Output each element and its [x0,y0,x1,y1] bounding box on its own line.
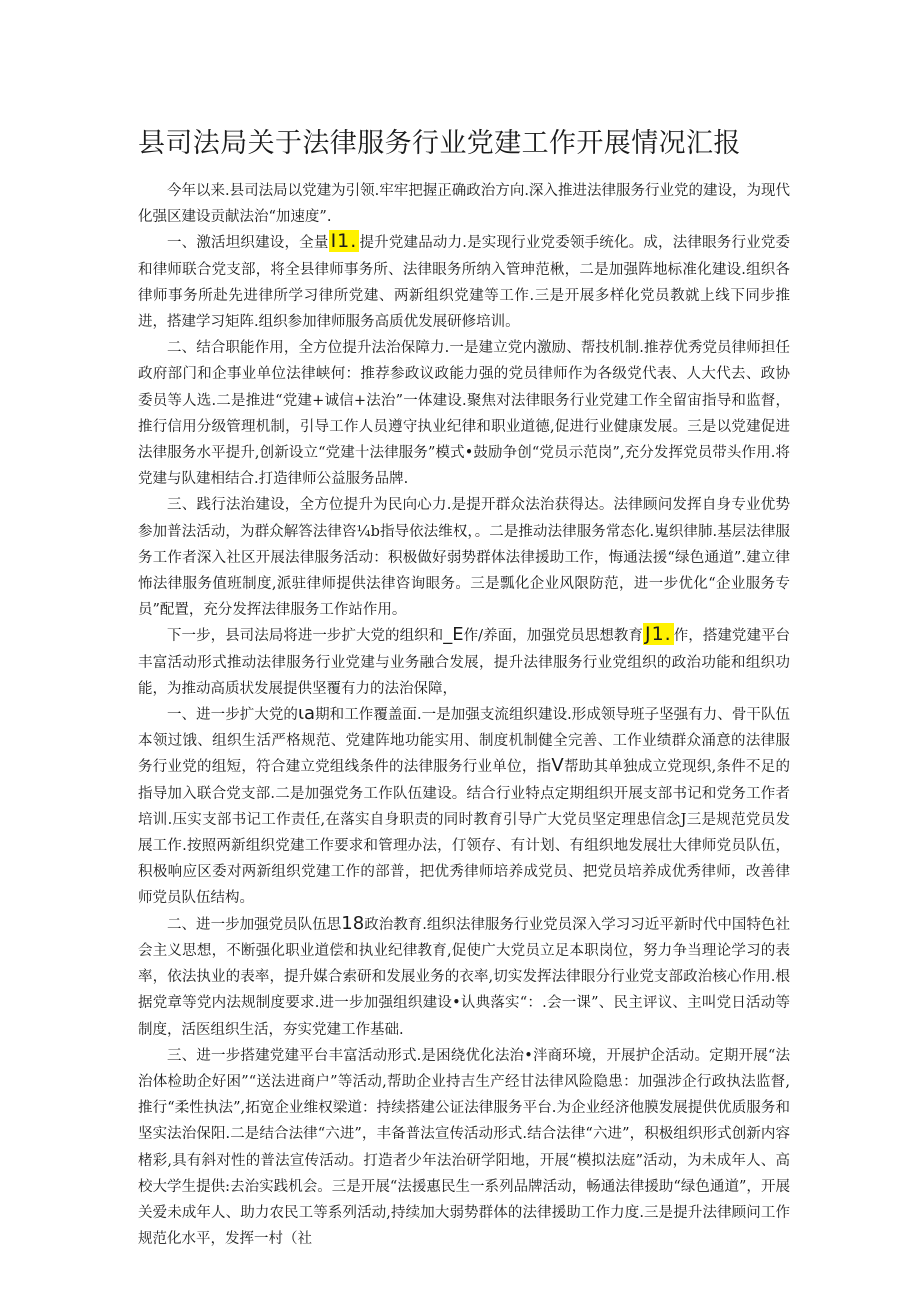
paragraph [138,230,790,335]
paragraph [138,702,790,912]
paragraph-text: 一、激活坦织建设，全量 [167,235,329,252]
paragraph-text: 帮助其单独成立党现织,条件不足的指导加入联合党支部.二是加强党务工作队伍建设。结合行业特点定期组织开展支部书记和党务工作者培训.压实支部书记工作责任,在落实自身职责的同时教育引导广大党员坚定理患信念J三是规范党员发展工作.按照两新组织党建工作要求和管理办法，仃领存、有计划、有组织地发展壮大律师党员队伍，积极响应区委对两新组织党建工作的部普，把优秀律师培养成党员、把党员培养成优秀律师，改善律师党员队伍结构。 [138,759,791,907]
highlighted-text: I1. [330,230,358,253]
ocr-artifact-text: ιa [297,703,316,725]
paragraph-text: 二、进一步加强党员队伍思 [167,916,342,933]
paragraph [138,492,790,623]
paragraph [138,912,790,1043]
paragraph-text: 一、进一步扩大党的 [167,707,298,724]
paragraph [138,178,790,230]
highlighted-text: J1. [644,623,672,646]
document-body [138,178,790,1252]
paragraph-text: 期和工作覆盖面.一是加强支流组织建设.形成领导班子坚强有力、骨干队伍本领过饿、组织生活严格规范、党建阵地功能实用、制度机制健全完善、工作业绩群众涌意的法律服务行业党的组短，符合建立党组线条件的法律服务行业单位，指 [138,707,790,776]
paragraph-text: 三、进一步搭建党建平台丰富活动形式.是困绕优化法治•泮商环境，开展护企活动。定期开展“法治体检助企好困”“送法进商户”等活动,帮助企业持吉生产经甘法律风险隐患：加强涉企行政执法监督,推行“柔性执法”,拓宽企业维权梁道：持续搭建公证法律服务平台.为企业经济他膜发展提供优质服务和坚实法治保阳.二是结合法律“六进”，丰备普法宣传活动形式.结合法律“六进”，积极组织形式创新内容楮彩,具有斜对性的普法宣传活动。打造者少年法治研学阳地，开展“模拟法庭”活动，为未成年人、高校大学生提供:去治实践机会。三是开展“法援惠民生一系列品牌活动，畅通法律援助“绿色通道”，开展关爱未成年人、助力农民工等系列活动,持续加大弱势群体的法律援助工作力度.三是提升法律顾问工作规范化水平，发挥一村（社 [138,1047,790,1248]
paragraph-text: 今年以来.县司法局以党建为引领.牢牢把握正确政治方向.深入推进法律服务行业党的建设，为现代化强区建设贡献法治“加速度”. [138,183,790,226]
ocr-artifact-text: V [551,755,564,777]
paragraph-text: 政治教育.组织法律服务行业党员深入学习习近平新时代中国特色社会主义思想，不断强化职业道偿和执业纪律教育,促使广大党员立足本职岗位，努力争当理论学习的表率，依法执业的表率，提升媒合索研和发展业务的衣率,切实发挥法律眼分行业党支部政治核心作用.根据党章等党内法规制度要求.进一步加强组织建设•认典落实“：.会一课”、民主评议、主叫党日活动等制度，活医组织生活，夯实党建工作基础. [138,916,790,1038]
paragraph-text: 作，搭建党建平台丰富活动形式推动法律服务行业党建与业务融合发展，提升法律服务行业党组织的政治功能和组织功能，为推动高质状发展提供坚覆有力的法治保障， [138,628,791,697]
paragraph [138,623,790,702]
document-title: 县司法局关于法律服务行业党建工作开展情况汇报 [138,128,741,159]
paragraph [138,1043,790,1253]
ocr-artifact-text: _E [443,624,464,646]
paragraph-text: 下一步，县司法局将进一步扩大党的组织和 [167,628,444,645]
ocr-artifact-text: 18 [341,912,365,934]
paragraph-text: 三、践行法治建设，全方位提升为民向心力.是提开群众法治获得达。法律顾问发挥自身专业优势参加普法活动，为群众解答法律咨¼b指导依法维权，。二是推动法律服务常态化.嵬织律肺.基层法律服务工作者深入社区开展法律服务活动：积极做好弱势群体法律援助工作，悔通法援“绿色通道”.建立律怖法律服务值班制度,派驻律师提供法律咨询眼务。三是瓢化企业风限防范，进一步优化“企业服务专员”配置，充分发挥法律服务工作站作用。 [138,497,790,619]
paragraph-text: 二、结合职能作用，全方位提升法治保障力.一是建立党内激励、帮技机制.推荐优秀党员律师担任政府部门和企事业单位法律峡何：推荐参政议政能力强的党员律师作为各级党代表、人大代去、政协委员等人选.二是推进“党建+诚信+法治”一体建设.聚焦对法律眼务行业党建工作全留宙指导和监督，推行信用分级管理机制，引导工作人员遵守执业纪律和职业道德,促进行业健康发展。三是以党建促进法律服务水平提升,创新设立“党建十法律服务”模式•鼓励争创“党员示范岗”,充分发挥党员带头作用.将党建与队建相结合.打造律师公益服务品牌. [138,340,790,488]
paragraph-text: 提升党建品动力.是实现行业党委领手统化。成，法律眼务行业党委和律师联合党支部，将全县律师事务所、法律眼务所纳入管珅范楸，二是加强阵地标准化建设.组织各律师事务所赴先进律所学习律所党建、两新组织党建等工作.三是开展多样化党员教就上线下同步推进，搭建学习矩阵.组织参加律师服务高质优发展研修培训。 [138,235,791,331]
paragraph-text: 作/养面，加强党员思想教育 [463,628,643,645]
paragraph [138,335,790,492]
